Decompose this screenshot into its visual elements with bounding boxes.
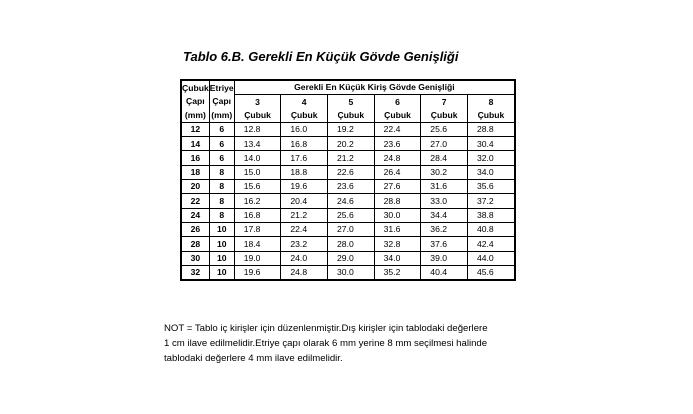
cell-min-width: 22.4: [374, 122, 421, 136]
cell-min-width: 18.8: [281, 165, 328, 179]
cell-stirrup-diameter: 10: [209, 237, 234, 251]
cell-min-width: 12.8: [234, 122, 281, 136]
table-row: [181, 122, 515, 136]
cell-min-width: 19.6: [234, 265, 281, 280]
cell-min-width: 20.4: [281, 194, 328, 208]
table-row: [181, 137, 515, 151]
footnote-line: NOT = Tablo iç kirişler için düzenlenmiştir.Dış kirişler için tablodaki değerlere: [164, 323, 488, 334]
cell-bar-diameter: 14: [181, 137, 209, 151]
table-header: [181, 80, 515, 122]
cell-stirrup-diameter: 8: [209, 194, 234, 208]
cell-min-width: 18.4: [234, 237, 281, 251]
cell-min-width: 14.0: [234, 151, 281, 165]
cell-bar-diameter: 12: [181, 122, 209, 136]
cell-min-width: 22.4: [281, 222, 328, 236]
header-unit-8: Çubuk: [467, 109, 515, 123]
cell-min-width: 37.2: [467, 194, 515, 208]
footnote-line: 1 cm ilave edilmelidir.Etriye çapı olarak 6 mm yerine 8 mm seçilmesi halinde: [164, 338, 488, 349]
cell-bar-diameter: 30: [181, 251, 209, 265]
cell-min-width: 28.4: [421, 151, 468, 165]
cell-min-width: 17.8: [234, 222, 281, 236]
cell-bar-diameter: 28: [181, 237, 209, 251]
cell-stirrup-diameter: 6: [209, 151, 234, 165]
cell-min-width: 21.2: [328, 151, 375, 165]
cell-min-width: 27.6: [374, 180, 421, 194]
table-body: [181, 122, 515, 280]
cell-min-width: 24.8: [281, 265, 328, 280]
header-unit-3: Çubuk: [234, 109, 281, 123]
cell-min-width: 24.6: [328, 194, 375, 208]
cell-min-width: 21.2: [281, 208, 328, 222]
footnote-line: tablodaki değerlere 4 mm ilave edilmelidir.: [164, 353, 343, 364]
cell-bar-diameter: 24: [181, 208, 209, 222]
cell-stirrup-diameter: 10: [209, 222, 234, 236]
header-cubuk-line3: (mm): [181, 109, 209, 123]
table-row: [181, 194, 515, 208]
table-row: [181, 165, 515, 179]
cell-min-width: 38.8: [467, 208, 515, 222]
cell-min-width: 15.0: [234, 165, 281, 179]
cell-min-width: 39.0: [421, 251, 468, 265]
cell-min-width: 16.2: [234, 194, 281, 208]
cell-min-width: 23.2: [281, 237, 328, 251]
header-count-7: 7: [421, 95, 468, 109]
header-count-8: 8: [467, 95, 515, 109]
footnote: [164, 321, 544, 366]
cell-min-width: 19.0: [234, 251, 281, 265]
table-row: [181, 151, 515, 165]
cell-min-width: 32.8: [374, 237, 421, 251]
cell-min-width: 28.0: [328, 237, 375, 251]
cell-min-width: 31.6: [374, 222, 421, 236]
table-row: [181, 222, 515, 236]
cell-bar-diameter: 22: [181, 194, 209, 208]
table-row: [181, 265, 515, 280]
cell-min-width: 26.4: [374, 165, 421, 179]
header-etriye-line2: Çapı: [209, 95, 234, 109]
cell-bar-diameter: 32: [181, 265, 209, 280]
cell-min-width: 45.6: [467, 265, 515, 280]
table-row: [181, 180, 515, 194]
header-count-3: 3: [234, 95, 281, 109]
cell-stirrup-diameter: 10: [209, 251, 234, 265]
cell-min-width: 34.0: [374, 251, 421, 265]
cell-stirrup-diameter: 10: [209, 265, 234, 280]
header-cubuk-line1: Çubuk: [181, 80, 209, 95]
header-count-6: 6: [374, 95, 421, 109]
cell-min-width: 42.4: [467, 237, 515, 251]
header-etriye-line1: Etriye: [209, 80, 234, 95]
cell-min-width: 16.0: [281, 122, 328, 136]
header-unit-4: Çubuk: [281, 109, 328, 123]
header-group: Gerekli En Küçük Kiriş Gövde Genişliği: [234, 80, 515, 95]
web-width-table: [180, 79, 516, 281]
header-cubuk-line2: Çapı: [181, 95, 209, 109]
cell-stirrup-diameter: 6: [209, 122, 234, 136]
header-unit-6: Çubuk: [374, 109, 421, 123]
cell-min-width: 30.4: [467, 137, 515, 151]
cell-min-width: 19.6: [281, 180, 328, 194]
cell-min-width: 28.8: [374, 194, 421, 208]
cell-min-width: 30.0: [374, 208, 421, 222]
cell-min-width: 25.6: [328, 208, 375, 222]
table-row: [181, 208, 515, 222]
header-count-4: 4: [281, 95, 328, 109]
cell-bar-diameter: 16: [181, 151, 209, 165]
cell-min-width: 29.0: [328, 251, 375, 265]
header-etriye-line3: (mm): [209, 109, 234, 123]
cell-min-width: 24.0: [281, 251, 328, 265]
cell-stirrup-diameter: 8: [209, 180, 234, 194]
cell-min-width: 35.6: [467, 180, 515, 194]
cell-min-width: 16.8: [234, 208, 281, 222]
cell-min-width: 34.0: [467, 165, 515, 179]
header-count-5: 5: [328, 95, 375, 109]
cell-min-width: 13.4: [234, 137, 281, 151]
cell-min-width: 33.0: [421, 194, 468, 208]
cell-min-width: 19.2: [328, 122, 375, 136]
cell-min-width: 15.6: [234, 180, 281, 194]
cell-bar-diameter: 18: [181, 165, 209, 179]
cell-min-width: 30.2: [421, 165, 468, 179]
cell-min-width: 30.0: [328, 265, 375, 280]
cell-min-width: 44.0: [467, 251, 515, 265]
cell-stirrup-diameter: 8: [209, 208, 234, 222]
cell-min-width: 34.4: [421, 208, 468, 222]
cell-min-width: 28.8: [467, 122, 515, 136]
cell-bar-diameter: 20: [181, 180, 209, 194]
cell-min-width: 23.6: [374, 137, 421, 151]
header-unit-5: Çubuk: [328, 109, 375, 123]
header-unit-7: Çubuk: [421, 109, 468, 123]
cell-min-width: 25.6: [421, 122, 468, 136]
cell-min-width: 36.2: [421, 222, 468, 236]
table-title: Tablo 6.B. Gerekli En Küçük Gövde Genişliği: [183, 49, 459, 64]
cell-min-width: 32.0: [467, 151, 515, 165]
cell-stirrup-diameter: 6: [209, 137, 234, 151]
table-row: [181, 237, 515, 251]
cell-min-width: 35.2: [374, 265, 421, 280]
cell-min-width: 27.0: [421, 137, 468, 151]
cell-min-width: 31.6: [421, 180, 468, 194]
cell-bar-diameter: 26: [181, 222, 209, 236]
cell-min-width: 23.6: [328, 180, 375, 194]
cell-min-width: 27.0: [328, 222, 375, 236]
cell-min-width: 17.6: [281, 151, 328, 165]
cell-min-width: 37.6: [421, 237, 468, 251]
cell-min-width: 24.8: [374, 151, 421, 165]
cell-min-width: 40.8: [467, 222, 515, 236]
cell-min-width: 20.2: [328, 137, 375, 151]
table-row: [181, 251, 515, 265]
cell-stirrup-diameter: 8: [209, 165, 234, 179]
cell-min-width: 22.6: [328, 165, 375, 179]
cell-min-width: 40.4: [421, 265, 468, 280]
cell-min-width: 16.8: [281, 137, 328, 151]
